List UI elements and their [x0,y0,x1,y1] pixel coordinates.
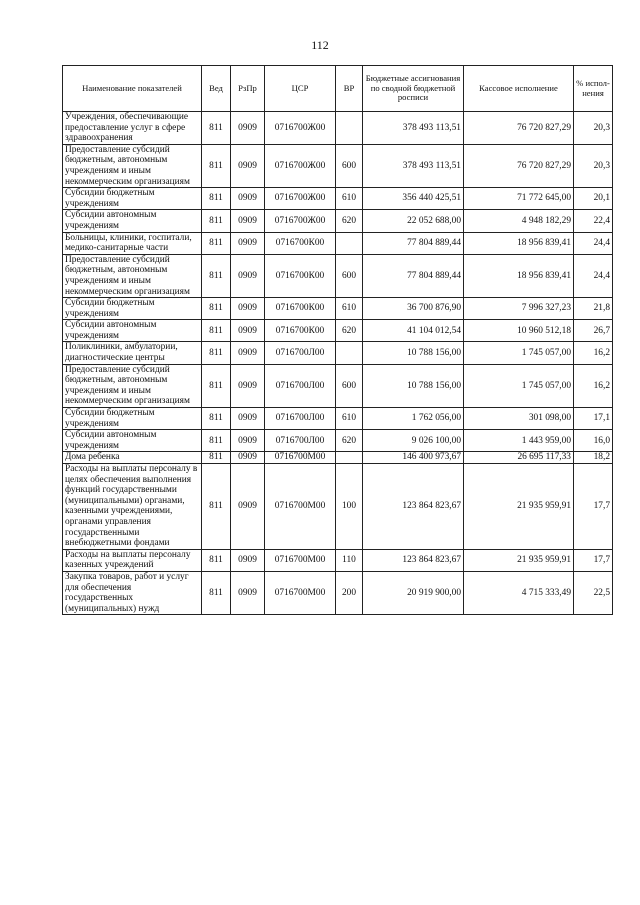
cell-vr: 610 [336,298,363,320]
cell-rzpr: 0909 [231,342,265,364]
cell-percent: 24,4 [574,232,613,254]
cell-vr [336,232,363,254]
table-row [63,430,613,452]
cell-vr: 610 [336,408,363,430]
table-row [63,144,613,187]
cell-vr [336,342,363,364]
header-vr: ВР [336,66,363,112]
cell-budget: 146 400 973,67 [363,452,464,464]
cell-rzpr: 0909 [231,188,265,210]
cell-cash: 18 956 839,41 [464,232,574,254]
cell-cash: 1 443 959,00 [464,430,574,452]
cell-budget: 123 864 823,67 [363,549,464,571]
cell-percent: 20,3 [574,144,613,187]
cell-ved: 811 [202,364,231,407]
cell-vr [336,112,363,145]
table-row [63,188,613,210]
cell-vr [336,452,363,464]
cell-percent: 26,7 [574,320,613,342]
cell-vr: 620 [336,430,363,452]
cell-csr: 0716700Л00 [265,364,336,407]
cell-budget: 36 700 876,90 [363,298,464,320]
cell-cash: 71 772 645,00 [464,188,574,210]
cell-vr: 600 [336,254,363,297]
cell-cash: 26 695 117,33 [464,452,574,464]
cell-csr: 0716700Ж00 [265,210,336,232]
header-name: Наименование показателей [63,66,202,112]
cell-cash: 18 956 839,41 [464,254,574,297]
cell-ved: 811 [202,188,231,210]
cell-csr: 0716700Л00 [265,408,336,430]
cell-rzpr: 0909 [231,210,265,232]
cell-ved: 811 [202,408,231,430]
cell-vr: 620 [336,320,363,342]
cell-cash: 4 715 333,49 [464,571,574,614]
cell-percent: 20,3 [574,112,613,145]
cell-csr: 0716700М00 [265,571,336,614]
cell-budget: 22 052 688,00 [363,210,464,232]
cell-ved: 811 [202,254,231,297]
cell-name: Предоставление субсидий бюджетным, автономным учреждениям и иным некоммерческим организациям [63,144,202,187]
cell-vr: 610 [336,188,363,210]
cell-ved: 811 [202,210,231,232]
cell-rzpr: 0909 [231,112,265,145]
cell-ved: 811 [202,320,231,342]
cell-name: Субсидии автономным учреждениям [63,430,202,452]
cell-ved: 811 [202,452,231,464]
cell-rzpr: 0909 [231,232,265,254]
cell-rzpr: 0909 [231,320,265,342]
cell-budget: 10 788 156,00 [363,364,464,407]
cell-budget: 20 919 900,00 [363,571,464,614]
cell-vr: 600 [336,144,363,187]
cell-budget: 356 440 425,51 [363,188,464,210]
cell-vr: 620 [336,210,363,232]
cell-name: Предоставление субсидий бюджетным, автономным учреждениям и иным некоммерческим организациям [63,364,202,407]
cell-name: Предоставление субсидий бюджетным, автономным учреждениям и иным некоммерческим организациям [63,254,202,297]
cell-percent: 20,1 [574,188,613,210]
cell-rzpr: 0909 [231,571,265,614]
cell-vr: 200 [336,571,363,614]
cell-budget: 77 804 889,44 [363,232,464,254]
cell-csr: 0716700К00 [265,320,336,342]
cell-name: Больницы, клиники, госпитали, медико-санитарные части [63,232,202,254]
cell-cash: 21 935 959,91 [464,464,574,550]
cell-percent: 22,4 [574,210,613,232]
cell-ved: 811 [202,144,231,187]
cell-vr: 600 [336,364,363,407]
header-csr: ЦСР [265,66,336,112]
cell-budget: 9 026 100,00 [363,430,464,452]
cell-name: Закупка товаров, работ и услуг для обеспечения государственных (муниципальных) нужд [63,571,202,614]
cell-csr: 0716700М00 [265,549,336,571]
header-ved: Вед [202,66,231,112]
cell-cash: 21 935 959,91 [464,549,574,571]
table-row [63,549,613,571]
cell-percent: 16,2 [574,342,613,364]
cell-budget: 77 804 889,44 [363,254,464,297]
table-row [63,298,613,320]
table-row [63,112,613,145]
cell-name: Расходы на выплаты персоналу в целях обеспечения выполнения функций государственными (муниципальными) органами, казенными учреждениями, органами управления государственными внебюджетными фондами [63,464,202,550]
cell-name: Субсидии автономным учреждениям [63,210,202,232]
cell-csr: 0716700К00 [265,298,336,320]
cell-csr: 0716700К00 [265,254,336,297]
table-row [63,320,613,342]
cell-csr: 0716700Ж00 [265,144,336,187]
cell-rzpr: 0909 [231,144,265,187]
cell-name: Расходы на выплаты персоналу казенных учреждений [63,549,202,571]
cell-cash: 1 745 057,00 [464,364,574,407]
cell-rzpr: 0909 [231,464,265,550]
cell-percent: 22,5 [574,571,613,614]
cell-cash: 4 948 182,29 [464,210,574,232]
cell-rzpr: 0909 [231,254,265,297]
cell-name: Субсидии бюджетным учреждениям [63,188,202,210]
table-row [63,342,613,364]
cell-csr: 0716700Л00 [265,342,336,364]
cell-percent: 17,7 [574,464,613,550]
table-row [63,254,613,297]
cell-percent: 16,0 [574,430,613,452]
cell-percent: 16,2 [574,364,613,407]
cell-cash: 301 098,00 [464,408,574,430]
cell-cash: 76 720 827,29 [464,144,574,187]
cell-csr: 0716700М00 [265,452,336,464]
page-number: 112 [311,38,329,52]
cell-ved: 811 [202,342,231,364]
cell-cash: 10 960 512,18 [464,320,574,342]
budget-execution-table [62,65,613,615]
cell-csr: 0716700Ж00 [265,188,336,210]
cell-percent: 17,7 [574,549,613,571]
cell-ved: 811 [202,549,231,571]
cell-cash: 76 720 827,29 [464,112,574,145]
table-header-row [63,66,613,112]
table-row [63,364,613,407]
cell-ved: 811 [202,430,231,452]
cell-csr: 0716700К00 [265,232,336,254]
cell-budget: 41 104 012,54 [363,320,464,342]
cell-percent: 17,1 [574,408,613,430]
cell-rzpr: 0909 [231,298,265,320]
cell-name: Субсидии автономным учреждениям [63,320,202,342]
header-cash: Кассовое исполнение [464,66,574,112]
cell-ved: 811 [202,112,231,145]
cell-name: Субсидии бюджетным учреждениям [63,298,202,320]
cell-name: Учреждения, обеспечивающие предоставление услуг в сфере здравоохранения [63,112,202,145]
cell-csr: 0716700М00 [265,464,336,550]
cell-ved: 811 [202,298,231,320]
table-row [63,452,613,464]
cell-budget: 1 762 056,00 [363,408,464,430]
cell-vr: 100 [336,464,363,550]
cell-ved: 811 [202,464,231,550]
header-budget: Бюджетные ассигнования по сводной бюджетной росписи [363,66,464,112]
cell-csr: 0716700Ж00 [265,112,336,145]
cell-ved: 811 [202,232,231,254]
cell-percent: 18,2 [574,452,613,464]
table-body [63,112,613,615]
cell-rzpr: 0909 [231,430,265,452]
table-row [63,571,613,614]
cell-vr: 110 [336,549,363,571]
cell-rzpr: 0909 [231,452,265,464]
cell-rzpr: 0909 [231,364,265,407]
cell-budget: 123 864 823,67 [363,464,464,550]
cell-budget: 10 788 156,00 [363,342,464,364]
cell-csr: 0716700Л00 [265,430,336,452]
cell-percent: 21,8 [574,298,613,320]
cell-budget: 378 493 113,51 [363,144,464,187]
cell-name: Субсидии бюджетным учреждениям [63,408,202,430]
cell-percent: 24,4 [574,254,613,297]
cell-rzpr: 0909 [231,408,265,430]
cell-ved: 811 [202,571,231,614]
cell-budget: 378 493 113,51 [363,112,464,145]
cell-rzpr: 0909 [231,549,265,571]
table-row [63,232,613,254]
header-rzpr: РзПр [231,66,265,112]
header-percent: % испол-нения [574,66,613,112]
cell-name: Поликлиники, амбулатории, диагностические центры [63,342,202,364]
table-row [63,210,613,232]
cell-cash: 7 996 327,23 [464,298,574,320]
cell-name: Дома ребенка [63,452,202,464]
table-row [63,408,613,430]
cell-cash: 1 745 057,00 [464,342,574,364]
table-row [63,464,613,550]
